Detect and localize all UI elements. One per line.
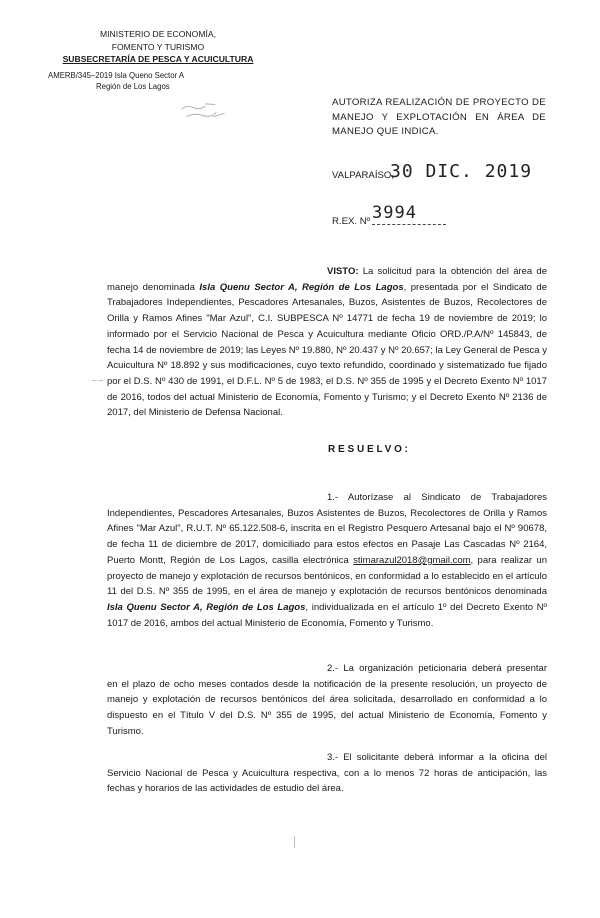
date-stamp: 30 DIC. 2019 [390, 161, 533, 182]
email-link[interactable]: stimarazul2018@gmail.com [353, 554, 471, 566]
resuelvo-heading: RESUELVO: [328, 444, 411, 455]
letterhead [58, 28, 258, 66]
article-1-text-3: , individualizada en el artículo 1º del Decreto Exento Nº 1017 de 2016, ambos del actual Ministerio de Economía, Fomento y Turismo. [107, 601, 548, 629]
rex-number: 3994 [372, 203, 417, 223]
place-label: VALPARAÍSO, [332, 170, 395, 181]
ministry-name-cont: FOMENTO Y TURISMO [111, 41, 205, 52]
visto-paragraph [107, 264, 547, 421]
ministry-name: MINISTERIO DE ECONOMÍA, [99, 29, 217, 39]
file-reference-line2: Región de Los Lagos [96, 82, 170, 91]
resolution-title: AUTORIZA REALIZACIÓN DE PROYECTO DE MANEJO Y EXPLOTACIÓN EN ÁREA DE MANEJO QUE INDICA. [332, 97, 546, 137]
visto-label: VISTO: [327, 266, 359, 277]
rex-label: R.EX. Nº [332, 216, 371, 227]
article-1-text-1: 1.- Autorízase al Sindicato de Trabajadores Independientes, Pescadores Artesanales, Buzos Asistentes de Buzos, Recolectores de Orilla y Ramos Afines "Mar Azul", R.U.T. Nº 65.122.508-6, inscrita en el Registro Pesquero Artesanal bajo el Nº 90678, de fecha 11 de diciembre de 2017, domiciliado para estos efectos en Pasaje Las Cascadas Nº 2164, Puerto Montt, Región de Los Lagos, casilla electrónica [107, 492, 547, 566]
visto-text-1: La solicitud para la obtención del área de manejo denominada [107, 266, 547, 293]
article-2 [107, 661, 547, 740]
article-3-text: 3.- El solicitante deberá informar a la oficina del Servicio Nacional de Pesca y Acuicultura respectiva, con a lo menos 72 horas de anticipación, las fechas y horarios de las actividades de estudio del área. [107, 752, 547, 795]
rex-underline [372, 224, 446, 225]
visto-text-2: , presentada por el Sindicato de Trabajadores Independientes, Pescadores Artesanales, Buzos, Asistentes de Buzos, Recolectores de Orilla y Ramos Afines "Mar Azul", C.I. SUBPESCA Nº 14771 de fecha 19 de noviembre de 2019; lo informado por el Servicio Nacional de Pesca y Acuicultura mediante Oficio ORD./P.A/Nº 145843, de fecha 14 de noviembre de 2019; las Leyes Nº 19.880, Nº 20.437 y Nº 20.657; la Ley General de Pesca y Acuicultura Nº 18.892 y sus modificaciones, cuyo texto refundido, coordinado y sistematizado fue fijado por el D.S. Nº 430 de 1991, el D.F.L. Nº 5 de 1983, el D.S. Nº 355 de 1995 y el Decreto Exento Nº 1017 de 2016, todos del actual Ministerio de Economía, Fomento y Turismo; y el Decreto Exento Nº 2136 de 2017, del Ministerio de Defensa Nacional. [107, 281, 547, 419]
article-3 [107, 750, 547, 797]
page-mark [294, 836, 295, 848]
area-name: Isla Quenu Sector A, Región de Los Lagos [199, 281, 404, 293]
faded-stamp [176, 94, 233, 127]
article-1-text-2: , para realizar un proyecto de manejo y explotación de recursos bentónicos, en conformidad a lo establecido en el artículo 11 del D.S. Nº 355 de 1995, en el área de manejo y explotación de recursos bentónicos denominada [107, 554, 547, 598]
margin-mark: _ _ [92, 372, 104, 381]
article-1-area-name: Isla Quenu Sector A, Región de Los Lagos [107, 601, 306, 613]
article-2-text: 2.- La organización peticionaria deberá presentar en el plazo de ocho meses contados desde la notificación de la presente resolución, un proyecto de manejo y explotación de recursos bentónicos del área solicitada, desarrollado en conformidad a lo dispuesto en el Título V del D.S. Nº 355 de 1995, del actual Ministerio de Economía, Fomento y Turismo. [107, 663, 547, 737]
article-1 [107, 490, 547, 631]
file-reference [48, 70, 288, 92]
subsecretaria-name: SUBSECRETARÍA DE PESCA Y ACUICULTURA [62, 54, 254, 64]
file-reference-line1: AMERB/345–2019 Isla Queno Sector A [48, 71, 185, 80]
